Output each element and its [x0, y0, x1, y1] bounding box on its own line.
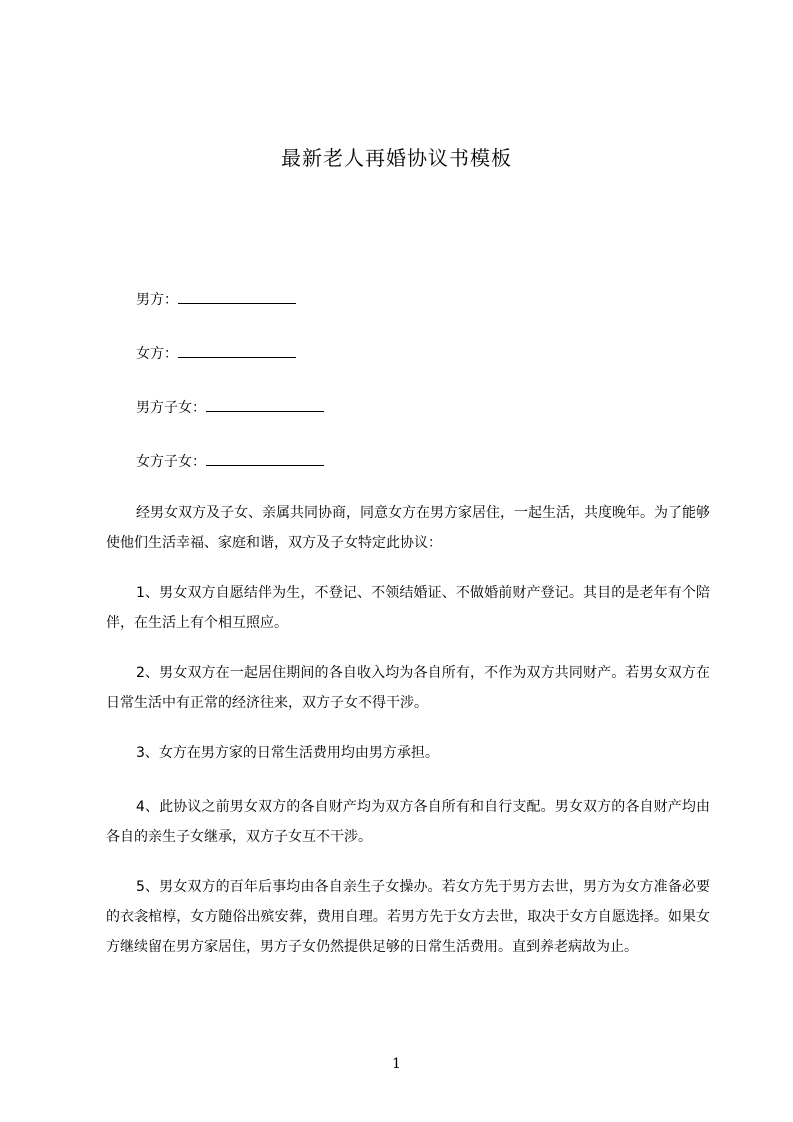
field-label: 男方子女： [136, 400, 206, 416]
paragraph-clause-4 [106, 792, 710, 852]
field-label: 女方： [136, 346, 178, 362]
field-male-children [136, 398, 324, 418]
paragraph-text: 1、男女双方自愿结伴为生，不登记、不领结婚证、不做婚前财产登记。其目的是老年有个陪伴，在生活上有个相互照应。 [106, 585, 710, 631]
field-label: 男方： [136, 292, 178, 308]
paragraph-clause-5 [106, 872, 710, 962]
paragraph-text: 经男女双方及子女、亲属共同协商，同意女方在男方家居住，一起生活，共度晚年。为了能够使他们生活幸福、家庭和谐，双方及子女特定此协议： [106, 505, 710, 551]
paragraph-text: 3、女方在男方家的日常生活费用均由男方承担。 [136, 745, 439, 761]
field-female-children [136, 452, 324, 472]
page-number: 1 [392, 1056, 401, 1072]
paragraph-text: 5、男女双方的百年后事均由各自亲生子女操办。若女方先于男方去世，男方为女方准备必要的衣衾棺椁，女方随俗出殡安葬，费用自理。若男方先于女方去世，取决于女方自愿选择。如果女方继续留在男方家居住，男方子女仍然提供足够的日常生活费用。直到养老病故为止。 [106, 879, 710, 955]
field-female-party [136, 344, 296, 364]
blank-line [206, 399, 324, 412]
field-male-party [136, 290, 296, 310]
paragraph-text: 4、此协议之前男女双方的各自财产均为双方各自所有和自行支配。男女双方的各自财产均由各自的亲生子女继承，双方子女互不干涉。 [106, 799, 710, 845]
blank-line [206, 453, 324, 466]
paragraph-preamble [106, 498, 710, 558]
paragraph-text: 2、男女双方在一起居住期间的各自收入均为各自所有，不作为双方共同财产。若男女双方在日常生活中有正常的经济往来，双方子女不得干涉。 [106, 665, 710, 711]
blank-line [178, 345, 296, 358]
field-label: 女方子女： [136, 454, 206, 470]
paragraph-clause-3 [106, 738, 710, 768]
paragraph-clause-2 [106, 658, 710, 718]
blank-line [178, 291, 296, 304]
document-title: 最新老人再婚协议书模板 [281, 146, 512, 170]
paragraph-clause-1 [106, 578, 710, 638]
